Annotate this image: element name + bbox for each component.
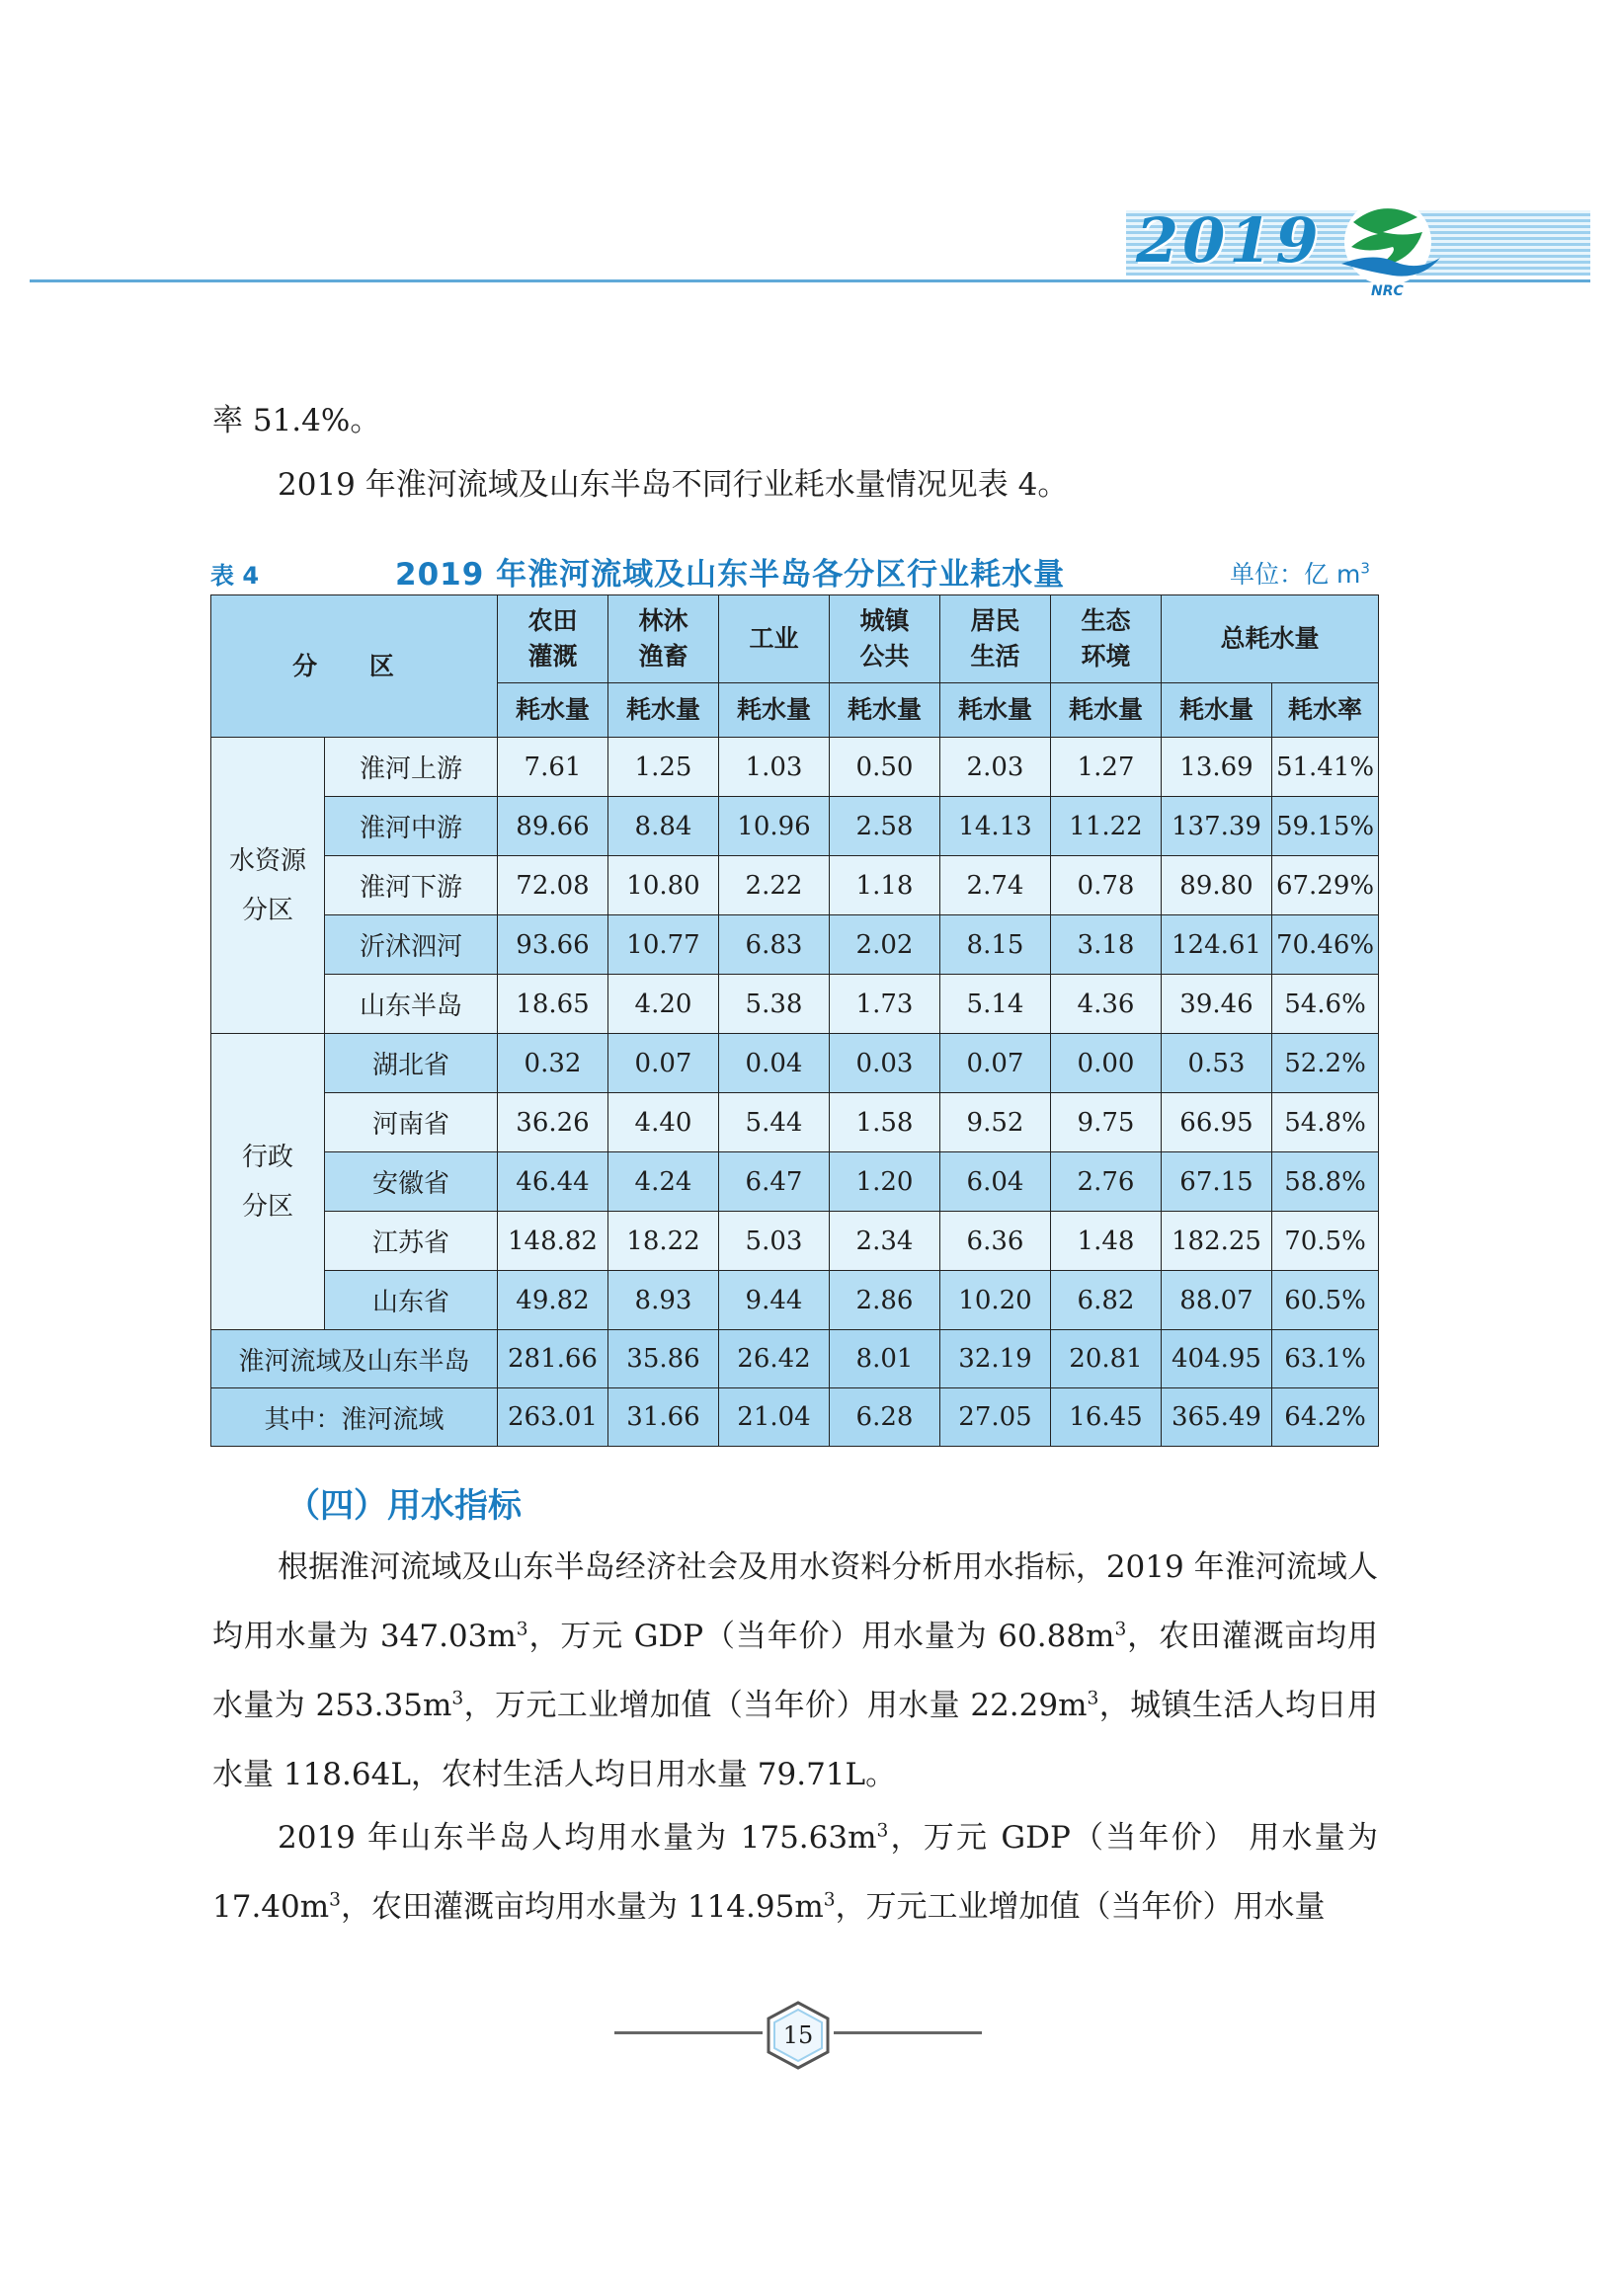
table-cell: 2.86 [830, 1271, 940, 1330]
col-header-line1: 农田 [527, 606, 578, 635]
paragraph-shandong-indicators [212, 1803, 1378, 1941]
p1-text-b: ，万元 GDP（当年价）用水量为 60.88m [527, 1619, 1115, 1654]
table-cell: 51.41% [1272, 738, 1379, 797]
table-cell: 63.1% [1272, 1330, 1379, 1388]
table-cell: 20.81 [1051, 1330, 1162, 1388]
table-cell: 2.76 [1051, 1152, 1162, 1212]
table-cell: 6.28 [830, 1388, 940, 1447]
table-cell: 7.61 [498, 738, 608, 797]
sub-header: 耗水量 [1051, 683, 1162, 738]
table-cell: 6.83 [719, 915, 830, 975]
table-cell: 6.36 [940, 1212, 1051, 1271]
table-cell: 2.22 [719, 856, 830, 915]
table-cell: 2.74 [940, 856, 1051, 915]
p2-sup: 3 [876, 1820, 889, 1842]
table-cell: 36.26 [498, 1093, 608, 1152]
table-cell: 1.58 [830, 1093, 940, 1152]
region-header: 分 区 [211, 595, 498, 738]
sub-header: 耗水量 [940, 683, 1051, 738]
table-row [211, 797, 1379, 856]
page-number: 15 [782, 2021, 814, 2049]
table-cell: 89.80 [1162, 856, 1272, 915]
table-cell: 5.44 [719, 1093, 830, 1152]
water-consumption-table [210, 594, 1379, 1447]
row-name: 其中：淮河流域 [211, 1388, 498, 1447]
table-cell: 1.27 [1051, 738, 1162, 797]
p2-sup: 3 [823, 1889, 836, 1911]
p2-text-d: ，万元工业增加值（当年价）用水量 [835, 1889, 1326, 1925]
table-cell: 182.25 [1162, 1212, 1272, 1271]
intro-line-1: 率 51.4%。 [212, 403, 381, 438]
table-cell: 9.52 [940, 1093, 1051, 1152]
p1-text-d: ，万元工业增加值（当年价）用水量 22.29m [463, 1688, 1088, 1723]
row-name: 沂沭泗河 [325, 915, 498, 975]
group-label-line2: 分区 [241, 1191, 293, 1222]
table-row [211, 856, 1379, 915]
logo-text: NRC [1371, 283, 1404, 299]
group-label [211, 738, 325, 1034]
table-cell: 8.84 [608, 797, 719, 856]
row-name: 淮河中游 [325, 797, 498, 856]
header-year: 2019 [1136, 204, 1323, 277]
p1-sup: 3 [516, 1619, 528, 1640]
table-cell: 6.47 [719, 1152, 830, 1212]
section-heading: （四）用水指标 [286, 1486, 522, 1526]
table-cell: 32.19 [940, 1330, 1051, 1388]
table-cell: 10.80 [608, 856, 719, 915]
row-name: 安徽省 [325, 1152, 498, 1212]
table-unit-sup: 3 [1360, 559, 1370, 578]
table-cell: 0.03 [830, 1034, 940, 1093]
table-cell: 1.48 [1051, 1212, 1162, 1271]
table-total-row [211, 1388, 1379, 1447]
table-cell: 4.40 [608, 1093, 719, 1152]
row-name: 淮河流域及山东半岛 [211, 1330, 498, 1388]
table-cell: 54.8% [1272, 1093, 1379, 1152]
col-header-line2: 生活 [970, 642, 1020, 671]
table-row [211, 975, 1379, 1034]
table-cell: 365.49 [1162, 1388, 1272, 1447]
table-cell: 3.18 [1051, 915, 1162, 975]
p1-text-a: 根据淮河流域及山东半岛经济社会及用水资料分析用水指标，2019 年淮河流域人均用水量为 347.03m [212, 1549, 1378, 1654]
table-cell: 88.07 [1162, 1271, 1272, 1330]
table-cell: 2.34 [830, 1212, 940, 1271]
table-cell: 137.39 [1162, 797, 1272, 856]
table-cell: 18.22 [608, 1212, 719, 1271]
table-cell: 1.18 [830, 856, 940, 915]
table-cell: 1.73 [830, 975, 940, 1034]
table-cell: 67.15 [1162, 1152, 1272, 1212]
table-cell: 0.00 [1051, 1034, 1162, 1093]
sub-header: 耗水量 [608, 683, 719, 738]
table-cell: 8.93 [608, 1271, 719, 1330]
table-cell: 70.46% [1272, 915, 1379, 975]
table-cell: 0.04 [719, 1034, 830, 1093]
col-header-line1: 居民 [970, 606, 1020, 635]
table-cell: 5.14 [940, 975, 1051, 1034]
table-cell: 4.24 [608, 1152, 719, 1212]
page-number-rule-right [834, 2031, 982, 2034]
col-header-industry [719, 595, 830, 683]
table-cell: 0.07 [608, 1034, 719, 1093]
table-cell: 64.2% [1272, 1388, 1379, 1447]
group-label-line2: 分区 [241, 895, 293, 925]
table-cell: 18.65 [498, 975, 608, 1034]
row-name: 山东省 [325, 1271, 498, 1330]
table-row [211, 1271, 1379, 1330]
table-cell: 72.08 [498, 856, 608, 915]
table-cell: 2.58 [830, 797, 940, 856]
col-header-residential [940, 595, 1051, 683]
table-row [211, 738, 1379, 797]
intro-line-2: 2019 年淮河流域及山东半岛不同行业耗水量情况见表 4。 [278, 467, 1069, 503]
table-cell: 67.29% [1272, 856, 1379, 915]
col-header-line1: 林沐 [638, 606, 688, 635]
page-number-rule-left [614, 2031, 763, 2034]
table-cell: 9.44 [719, 1271, 830, 1330]
table-cell: 11.22 [1051, 797, 1162, 856]
table-row [211, 1093, 1379, 1152]
col-header-irrigation [498, 595, 608, 683]
p2-text-c: ，农田灌溉亩均用水量为 114.95m [341, 1889, 824, 1925]
table-cell: 27.05 [940, 1388, 1051, 1447]
p1-sup: 3 [1114, 1619, 1127, 1640]
col-header-line1: 生态 [1081, 606, 1131, 635]
table-total-row [211, 1330, 1379, 1388]
col-header-total: 总耗水量 [1162, 595, 1379, 683]
col-header-line2: 公共 [859, 642, 910, 671]
col-header-line1: 城镇 [859, 606, 910, 635]
table-cell: 1.25 [608, 738, 719, 797]
table-cell: 4.20 [608, 975, 719, 1034]
table-cell: 8.01 [830, 1330, 940, 1388]
paragraph-water-indicators [212, 1533, 1378, 1809]
table-cell: 5.03 [719, 1212, 830, 1271]
table-cell: 66.95 [1162, 1093, 1272, 1152]
table-cell: 6.82 [1051, 1271, 1162, 1330]
table-cell: 70.5% [1272, 1212, 1379, 1271]
row-name: 江苏省 [325, 1212, 498, 1271]
col-header-urban-public [830, 595, 940, 683]
p2-text-b: ，万元 GDP（当年价） 用水量为 17.40m [212, 1820, 1378, 1925]
table-cell: 0.53 [1162, 1034, 1272, 1093]
col-header-line2: 环境 [1081, 642, 1131, 671]
table-cell: 93.66 [498, 915, 608, 975]
table-cell: 39.46 [1162, 975, 1272, 1034]
table-cell: 6.04 [940, 1152, 1051, 1212]
table-cell: 124.61 [1162, 915, 1272, 975]
row-name: 山东半岛 [325, 975, 498, 1034]
row-name: 淮河上游 [325, 738, 498, 797]
table-cell: 60.5% [1272, 1271, 1379, 1330]
p2-text-a: 2019 年山东半岛人均用水量为 175.63m [278, 1820, 877, 1856]
table-cell: 0.07 [940, 1034, 1051, 1093]
row-name: 湖北省 [325, 1034, 498, 1093]
table-cell: 46.44 [498, 1152, 608, 1212]
sub-header: 耗水量 [498, 683, 608, 738]
table-cell: 0.50 [830, 738, 940, 797]
table-unit-text: 单位：亿 m [1230, 560, 1361, 589]
sub-header: 耗水量 [1162, 683, 1272, 738]
col-header-line1: 工业 [749, 624, 799, 653]
sub-header: 耗水量 [719, 683, 830, 738]
table-cell: 10.96 [719, 797, 830, 856]
p1-sup: 3 [1087, 1688, 1099, 1709]
table-cell: 58.8% [1272, 1152, 1379, 1212]
group-label [211, 1034, 325, 1330]
table-cell: 10.20 [940, 1271, 1051, 1330]
p1-text-c: ，农田灌溉亩均用水量为 253.35m [212, 1619, 1379, 1723]
table-unit [1230, 555, 1370, 591]
p1-sup: 3 [451, 1688, 464, 1709]
col-header-line2: 渔畜 [638, 642, 688, 671]
table-cell: 13.69 [1162, 738, 1272, 797]
table-cell: 9.75 [1051, 1093, 1162, 1152]
table-label: 表 4 [210, 562, 260, 590]
col-header-forestry [608, 595, 719, 683]
group-label-line1: 水资源 [228, 845, 306, 876]
table-title: 2019 年淮河流域及山东半岛各分区行业耗水量 [395, 557, 1066, 593]
table-cell: 5.38 [719, 975, 830, 1034]
table-cell: 35.86 [608, 1330, 719, 1388]
table-cell: 21.04 [719, 1388, 830, 1447]
table-cell: 8.15 [940, 915, 1051, 975]
table-cell: 89.66 [498, 797, 608, 856]
table-cell: 2.03 [940, 738, 1051, 797]
table-cell: 54.6% [1272, 975, 1379, 1034]
nrc-logo [1324, 193, 1452, 301]
table-cell: 14.13 [940, 797, 1051, 856]
table-row [211, 1034, 1379, 1093]
row-name: 河南省 [325, 1093, 498, 1152]
p1-text-e: ，城镇生活人均日用水量 118.64L，农村生活人均日用水量 79.71L。 [212, 1688, 1378, 1792]
col-header-ecology [1051, 595, 1162, 683]
table-cell: 281.66 [498, 1330, 608, 1388]
table-cell: 16.45 [1051, 1388, 1162, 1447]
table-cell: 49.82 [498, 1271, 608, 1330]
table-cell: 263.01 [498, 1388, 608, 1447]
row-name: 淮河下游 [325, 856, 498, 915]
table-cell: 0.78 [1051, 856, 1162, 915]
table-cell: 59.15% [1272, 797, 1379, 856]
group-label-line1: 行政 [241, 1142, 293, 1172]
table-cell: 10.77 [608, 915, 719, 975]
sub-header: 耗水率 [1272, 683, 1379, 738]
table-cell: 1.20 [830, 1152, 940, 1212]
table-cell: 404.95 [1162, 1330, 1272, 1388]
table-cell: 52.2% [1272, 1034, 1379, 1093]
table-cell: 0.32 [498, 1034, 608, 1093]
table-row [211, 915, 1379, 975]
table-cell: 148.82 [498, 1212, 608, 1271]
table-row [211, 1152, 1379, 1212]
table-cell: 2.02 [830, 915, 940, 975]
p2-sup: 3 [329, 1889, 341, 1911]
table-cell: 1.03 [719, 738, 830, 797]
table-row [211, 1212, 1379, 1271]
table-cell: 26.42 [719, 1330, 830, 1388]
col-header-line2: 灌溉 [527, 642, 578, 671]
table-cell: 31.66 [608, 1388, 719, 1447]
table-cell: 4.36 [1051, 975, 1162, 1034]
sub-header: 耗水量 [830, 683, 940, 738]
